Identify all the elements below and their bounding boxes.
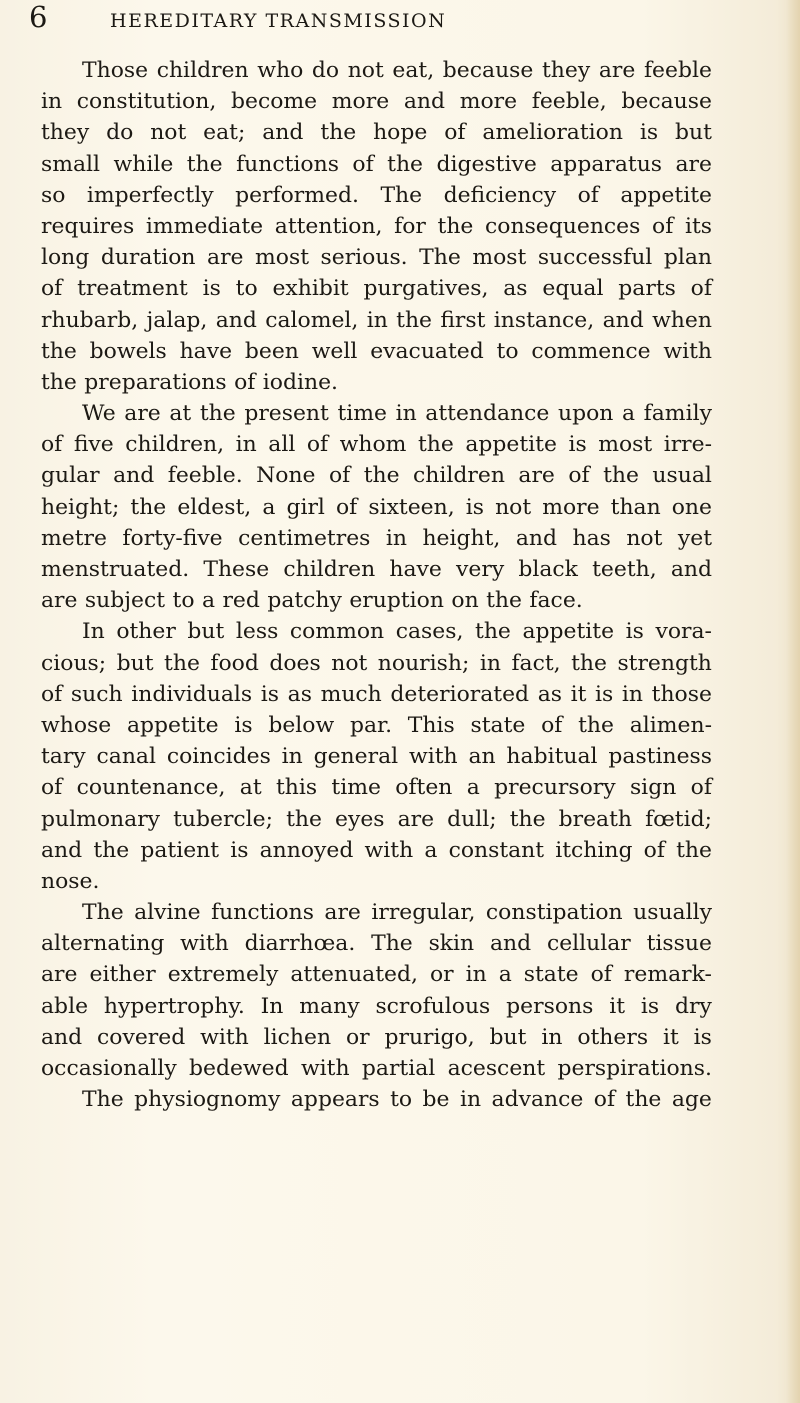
page-edge-shadow <box>786 0 800 1403</box>
body-text <box>41 55 712 1115</box>
text-line: rhubarb, jalap, and calomel, in the first instance, and when <box>41 307 712 333</box>
text-line: the preparations of iodine. <box>41 369 339 395</box>
text-line: metre forty-five centimetres in height, and has not yet <box>41 525 712 551</box>
text-line: In other but less common cases, the appetite is vora- <box>82 619 712 645</box>
text-line: small while the functions of the digestive apparatus are <box>41 151 712 177</box>
text-line: of treatment is to exhibit purgatives, as equal parts of <box>41 276 712 302</box>
text-line: The alvine functions are irregular, constipation usually <box>82 900 712 926</box>
text-line: nose. <box>41 868 100 894</box>
text-line: Those children who do not eat, because they are feeble <box>82 58 712 83</box>
text-line: so imperfectly performed. The deficiency of appetite <box>41 182 712 208</box>
text-line: pulmonary tubercle; the eyes are dull; the breath fœtid; <box>41 806 712 832</box>
text-line: height; the eldest, a girl of sixteen, is not more than one <box>41 494 712 520</box>
text-line: menstruated. These children have very black teeth, and <box>41 557 712 582</box>
text-line: of five children, in all of whom the appetite is most irre- <box>41 432 712 458</box>
text-line: of such individuals is as much deteriorated as it is in those <box>41 681 712 707</box>
text-line: requires immediate attention, for the consequences of its <box>41 213 712 239</box>
text-line: of countenance, at this time often a precursory sign of <box>41 775 712 801</box>
text-line: and covered with lichen or prurigo, but in others it is <box>41 1024 712 1050</box>
text-line: occasionally bedewed with partial acescent perspirations. <box>41 1056 712 1081</box>
text-line: alternating with diarrhœa. The skin and cellular tissue <box>41 931 712 957</box>
text-line: are subject to a red patchy eruption on the face. <box>41 588 583 614</box>
text-line: whose appetite is below par. This state of the alimen- <box>41 712 712 738</box>
text-line: gular and feeble. None of the children are of the usual <box>41 463 712 489</box>
text-line: The physiognomy appears to be in advance of the age <box>82 1087 712 1113</box>
text-line: they do not eat; and the hope of amelioration is but <box>41 120 712 146</box>
text-line: able hypertrophy. In many scrofulous persons it is dry <box>41 993 712 1019</box>
text-line: We are at the present time in attendance upon a family <box>82 401 712 427</box>
text-line: cious; but the food does not nourish; in fact, the strength <box>41 650 712 676</box>
text-line: tary canal coincides in general with an habitual pastiness <box>41 744 712 770</box>
text-line: in constitution, become more and more feeble, because <box>41 89 712 115</box>
text-line: the bowels have been well evacuated to commence with <box>41 338 712 364</box>
text-line: and the patient is annoyed with a constant itching of the <box>41 837 712 863</box>
running-head: HEREDITARY TRANSMISSION <box>110 10 447 32</box>
page-number: 6 <box>29 0 48 34</box>
text-line: are either extremely attenuated, or in a state of remark- <box>41 962 712 988</box>
text-line: long duration are most serious. The most successful plan <box>41 245 712 271</box>
